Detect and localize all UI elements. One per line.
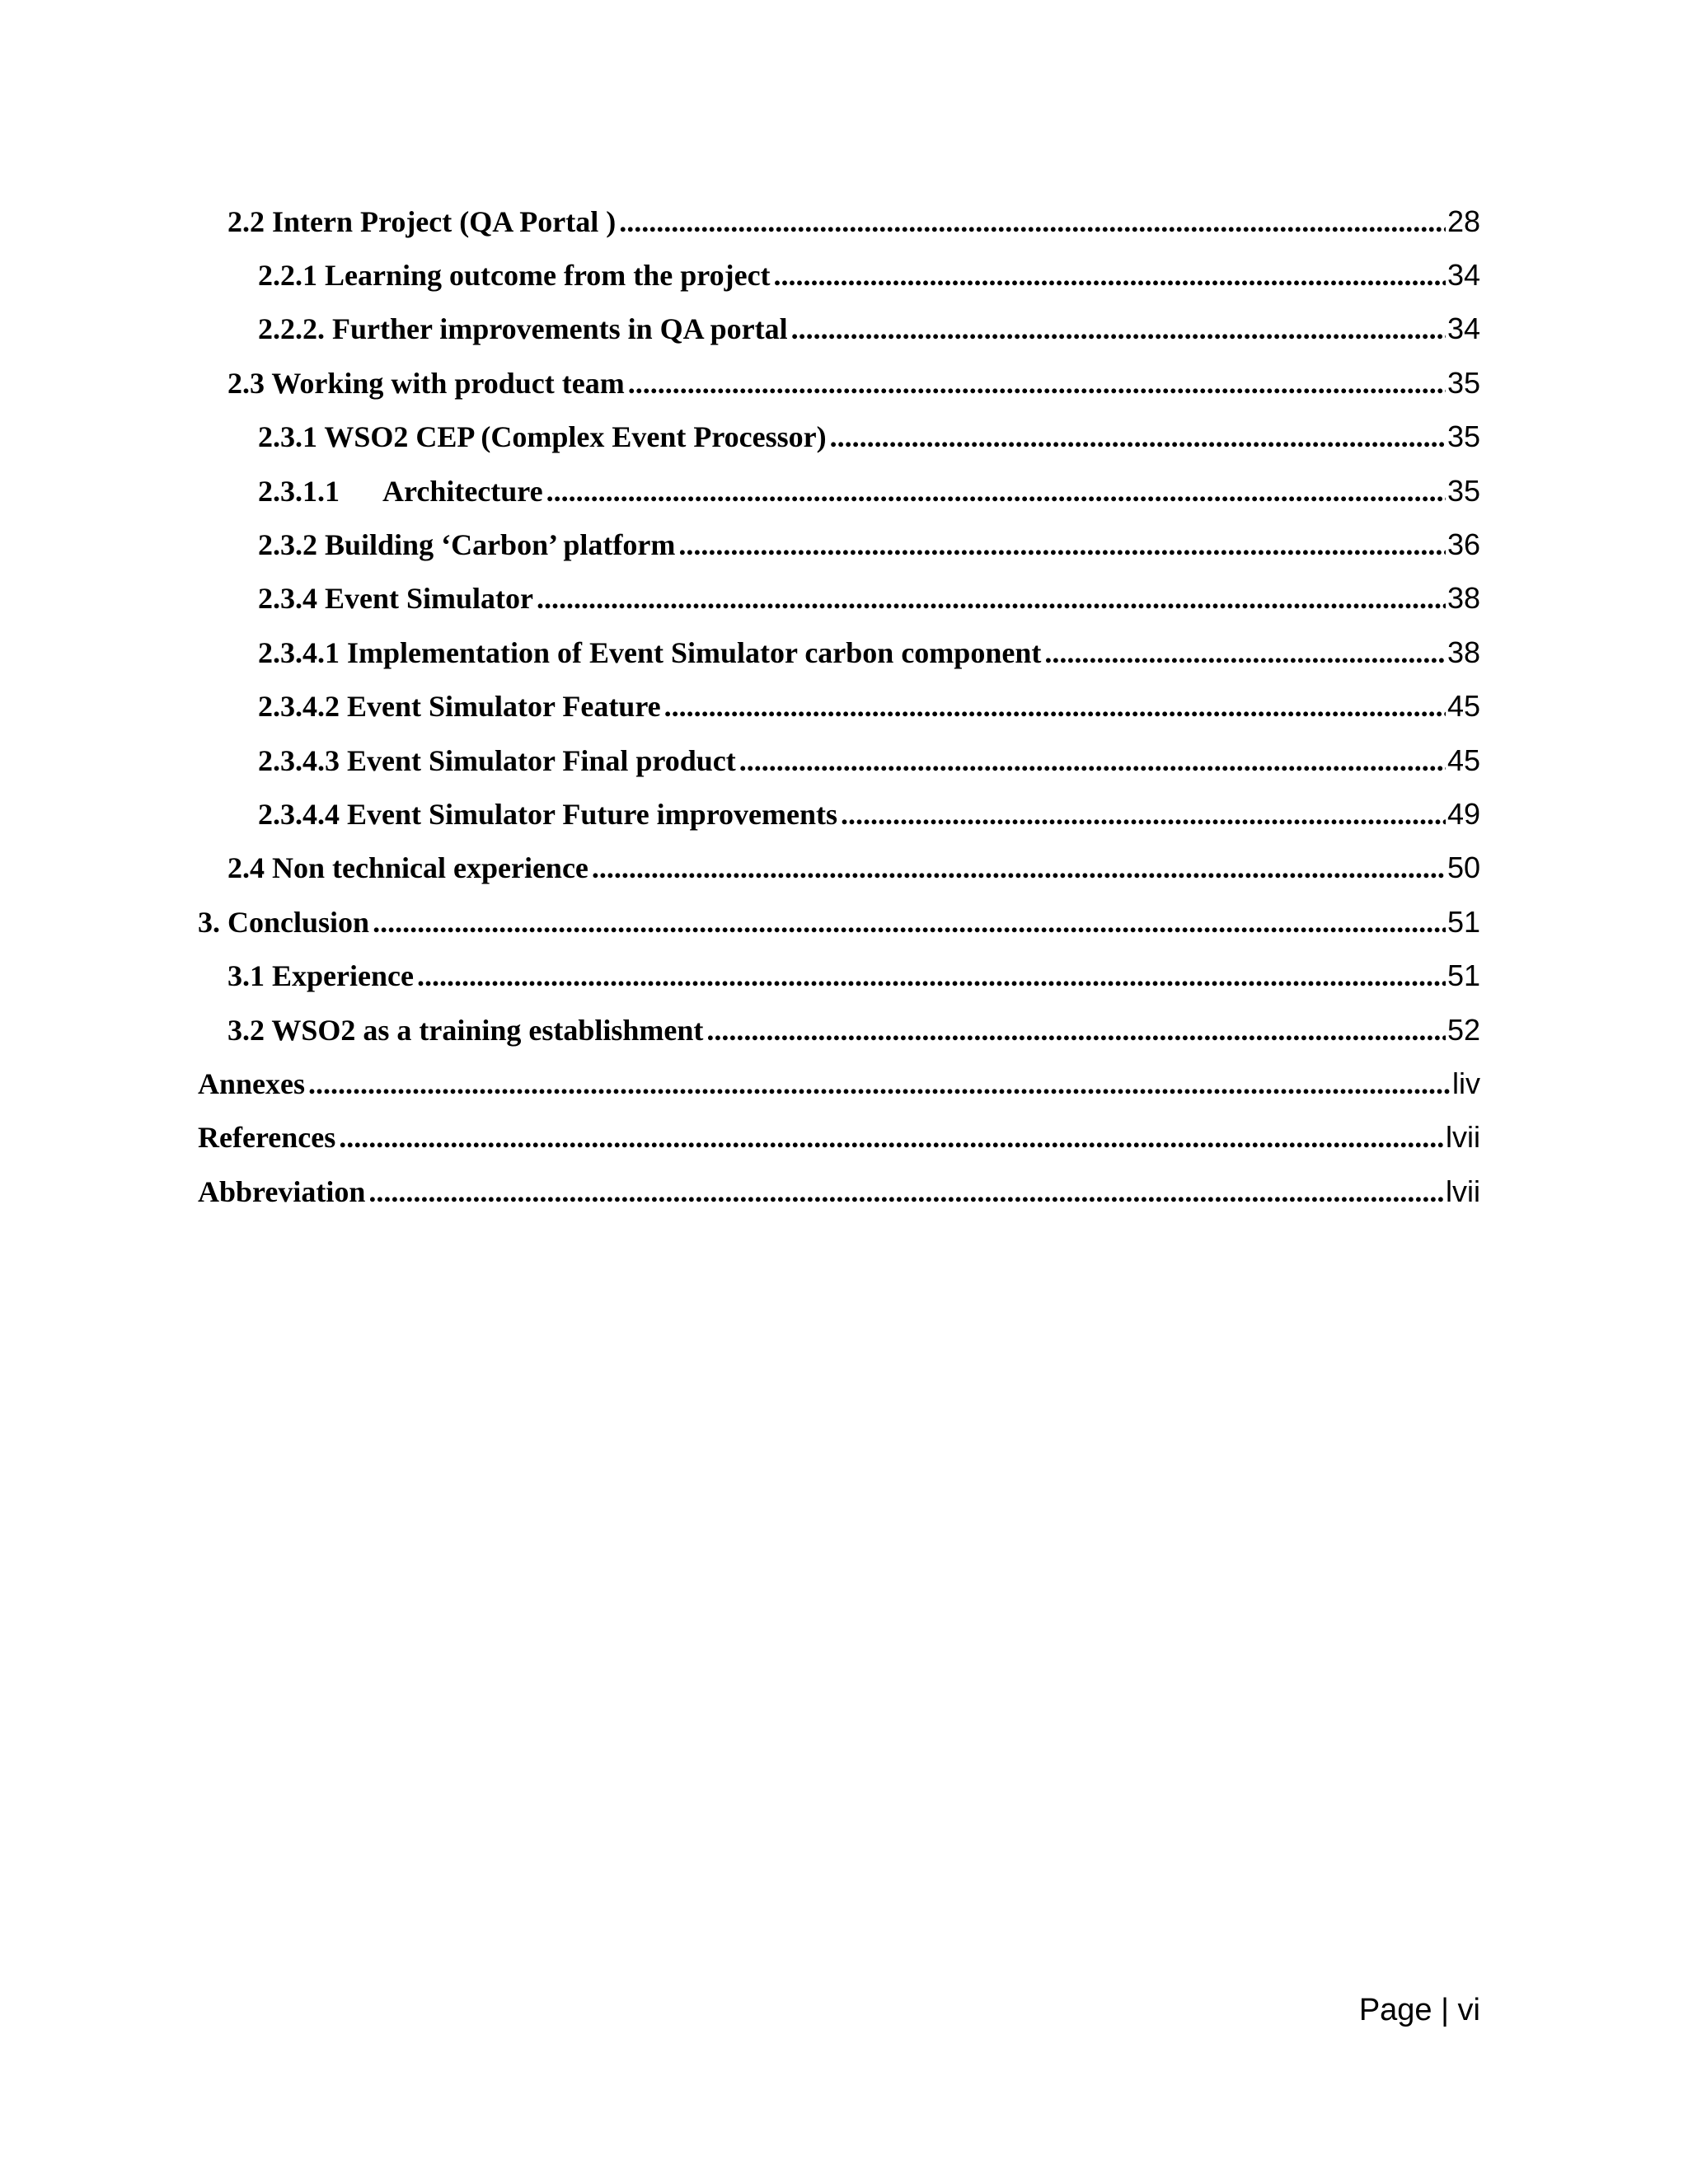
toc-entry-title: 2.3.1 WSO2 CEP (Complex Event Processor) [258,419,830,454]
toc-entry[interactable] [198,248,1480,302]
toc-entry[interactable] [198,895,1480,949]
toc-entry-page-number: 36 [1447,527,1480,562]
dot-leader [546,474,1446,509]
dot-leader [739,743,1446,778]
toc-entry[interactable] [198,302,1480,356]
dot-leader [791,312,1446,346]
toc-entry-page-number: 51 [1447,904,1480,939]
toc-entry[interactable] [198,1111,1480,1165]
toc-entry-title: 3. Conclusion [198,905,373,940]
dot-leader [308,1066,1451,1101]
toc-entry-title: Annexes [198,1066,308,1101]
toc-entry-page-number: 49 [1447,796,1480,831]
toc-entry-page-number: 35 [1447,419,1480,454]
dot-leader [678,527,1446,562]
toc-entry-page-number: 28 [1447,204,1480,238]
toc-entry[interactable] [198,410,1480,464]
dot-leader [1044,635,1446,670]
dot-leader [592,851,1446,885]
toc-entry[interactable] [198,949,1480,1002]
dot-leader [537,581,1446,616]
toc-entry-page-number: lvii [1446,1120,1480,1155]
toc-entry-title: Abbreviation [198,1174,368,1209]
toc-entry-title: 2.2 Intern Project (QA Portal ) [227,204,619,239]
dot-leader [373,905,1446,940]
toc-entry-title: 2.2.1 Learning outcome from the project [258,258,774,293]
toc-entry[interactable] [198,464,1480,518]
dot-leader [368,1174,1444,1209]
dot-leader [706,1013,1446,1047]
toc-entry-page-number: lvii [1446,1174,1480,1208]
toc-entry-page-number: 34 [1447,312,1480,346]
toc-entry-page-number: liv [1452,1066,1480,1100]
toc-entry-title: 2.3.4.4 Event Simulator Future improvements [258,797,841,832]
toc-entry-title: 2.3.1.1 Architecture [258,474,546,509]
toc-entry[interactable] [198,572,1480,626]
dot-leader [774,258,1446,293]
toc-entry-page-number: 38 [1447,581,1480,616]
toc-entry-title: 2.3.4 Event Simulator [258,581,537,616]
toc-entry[interactable] [198,356,1480,410]
toc-entry[interactable] [198,518,1480,571]
toc-entry-title: 2.3.4.2 Event Simulator Feature [258,689,664,724]
toc-entry-title: 3.2 WSO2 as a training establishment [227,1013,706,1047]
toc-entry-title: 2.2.2. Further improvements in QA portal [258,312,791,346]
dot-leader [841,797,1446,832]
toc-entry[interactable] [198,787,1480,841]
toc-entry[interactable] [198,1057,1480,1110]
toc-entry-page-number: 35 [1447,473,1480,508]
dot-leader [417,958,1446,993]
toc-entry-title: References [198,1120,339,1155]
dot-leader [619,204,1446,239]
toc-entry[interactable] [198,194,1480,248]
toc-entry-page-number: 52 [1447,1012,1480,1047]
toc-entry[interactable] [198,1003,1480,1057]
toc-entry-page-number: 34 [1447,258,1480,293]
toc-entry[interactable] [198,841,1480,895]
dot-leader [628,366,1446,401]
toc-entry-title: 2.4 Non technical experience [227,851,592,885]
toc-entry[interactable] [198,680,1480,733]
toc-entry-page-number: 45 [1447,689,1480,724]
toc-entry-page-number: 35 [1447,365,1480,400]
toc-entry[interactable] [198,733,1480,787]
table-of-contents [198,194,1480,1218]
toc-entry[interactable] [198,626,1480,679]
toc-entry-page-number: 38 [1447,635,1480,669]
toc-entry-title: 2.3.4.1 Implementation of Event Simulator carbon component [258,635,1044,670]
toc-entry-page-number: 51 [1447,958,1480,993]
toc-entry-title: 2.3.4.3 Event Simulator Final product [258,743,739,778]
dot-leader [830,419,1446,454]
page-number-footer: Page | vi [1358,1993,1480,2027]
toc-entry[interactable] [198,1165,1480,1218]
toc-entry-page-number: 50 [1447,851,1480,885]
toc-entry-title: 2.3 Working with product team [227,366,628,401]
toc-entry-title: 3.1 Experience [227,958,417,993]
dot-leader [339,1120,1444,1155]
toc-entry-title: 2.3.2 Building ‘Carbon’ platform [258,527,678,562]
toc-entry-page-number: 45 [1447,743,1480,777]
dot-leader [664,689,1446,724]
